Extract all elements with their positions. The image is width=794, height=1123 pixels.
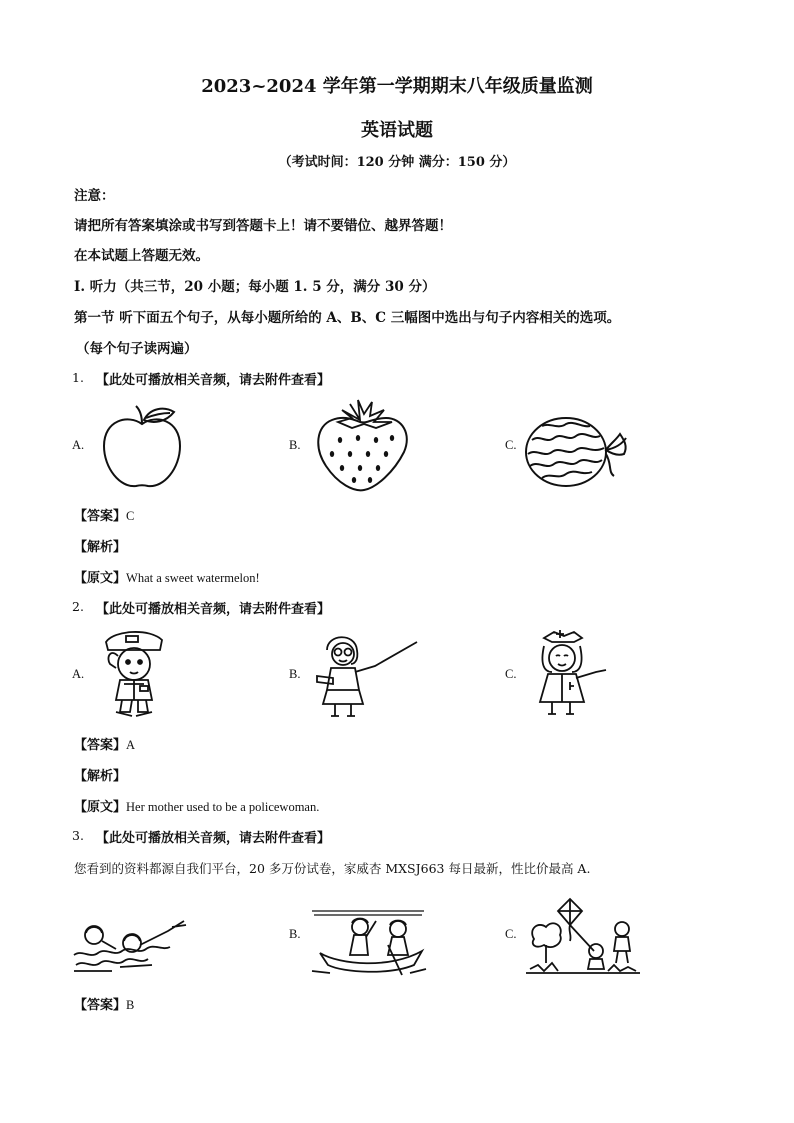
- nurse-icon[interactable]: [530, 628, 612, 718]
- notice-heading: 注意：: [74, 188, 115, 204]
- q2-option-c-label: C.: [505, 667, 517, 681]
- q2-answer-value: A: [126, 738, 136, 752]
- analysis-label: 【解析】: [74, 540, 127, 555]
- q3-option-b-label: B.: [289, 927, 301, 941]
- exam-title: 2023~2024 学年第一学期期末八年级质量监测: [201, 76, 593, 97]
- answer-label: 【答案】: [74, 738, 127, 753]
- q2-original: [74, 796, 319, 815]
- exam-info: （考试时间：120 分钟 满分：150 分）: [278, 155, 516, 170]
- policewoman-icon[interactable]: [100, 628, 168, 720]
- q2-option-a-label: A.: [72, 667, 85, 681]
- apple-icon[interactable]: [98, 402, 188, 492]
- boating-icon[interactable]: [310, 903, 428, 979]
- q1-option-c-label: C.: [505, 438, 517, 452]
- kite-flying-icon[interactable]: [524, 897, 642, 977]
- part1-note: （每个句子读两遍）: [76, 341, 198, 357]
- original-label: 【原文】: [74, 800, 127, 815]
- watermelon-icon[interactable]: [522, 410, 634, 490]
- q2-number: 2.: [72, 599, 84, 614]
- q3-answer-value: B: [126, 998, 135, 1012]
- q2-original-text: Her mother used to be a policewoman.: [126, 800, 320, 814]
- q2-answer: [74, 734, 135, 753]
- q2-option-b-label: B.: [289, 667, 301, 681]
- q3-watermark-text: 您看到的资料都源自我们平台，20 多万份试卷，家威杏 MXSJ663 每日最新，性比价最高 A.: [74, 861, 591, 876]
- q1-original-text: What a sweet watermelon!: [126, 571, 260, 585]
- q2-audio-placeholder[interactable]: 【此处可播放相关音频，请去附件查看】: [96, 602, 331, 617]
- exam-subtitle: 英语试题: [361, 120, 433, 141]
- notice-line-1: 请把所有答案填涂或书写到答题卡上！请不要错位、越界答题！: [74, 218, 452, 234]
- part1-instruction: 第一节 听下面五个句子，从每小题所给的 A、B、C 三幅图中选出与句子内容相关的选项。: [74, 310, 621, 326]
- q3-option-c-label: C.: [505, 927, 517, 941]
- notice-line-2: 在本试题上答题无效。: [74, 248, 209, 264]
- q3-number: 3.: [72, 828, 84, 843]
- q3-answer: [74, 994, 134, 1013]
- q1-analysis: [74, 536, 126, 555]
- strawberry-icon[interactable]: [312, 396, 412, 494]
- q1-option-b-label: B.: [289, 438, 301, 452]
- q1-number: 1.: [72, 370, 84, 385]
- original-label: 【原文】: [74, 571, 127, 586]
- q2-analysis: [74, 765, 126, 784]
- q1-audio-placeholder[interactable]: 【此处可播放相关音频，请去附件查看】: [96, 373, 331, 388]
- q1-original: [74, 567, 260, 586]
- answer-label: 【答案】: [74, 998, 127, 1013]
- q1-answer: [74, 505, 134, 524]
- teacher-icon[interactable]: [313, 628, 421, 720]
- q3-audio-placeholder[interactable]: 【此处可播放相关音频，请去附件查看】: [96, 831, 331, 846]
- section-title: I. 听力（共三节，20 小题；每小题 1. 5 分，满分 30 分）: [74, 279, 436, 295]
- q1-answer-value: C: [126, 509, 135, 523]
- answer-label: 【答案】: [74, 509, 127, 524]
- analysis-label: 【解析】: [74, 769, 127, 784]
- swimming-icon[interactable]: [72, 905, 192, 975]
- q1-option-a-label: A.: [72, 438, 85, 452]
